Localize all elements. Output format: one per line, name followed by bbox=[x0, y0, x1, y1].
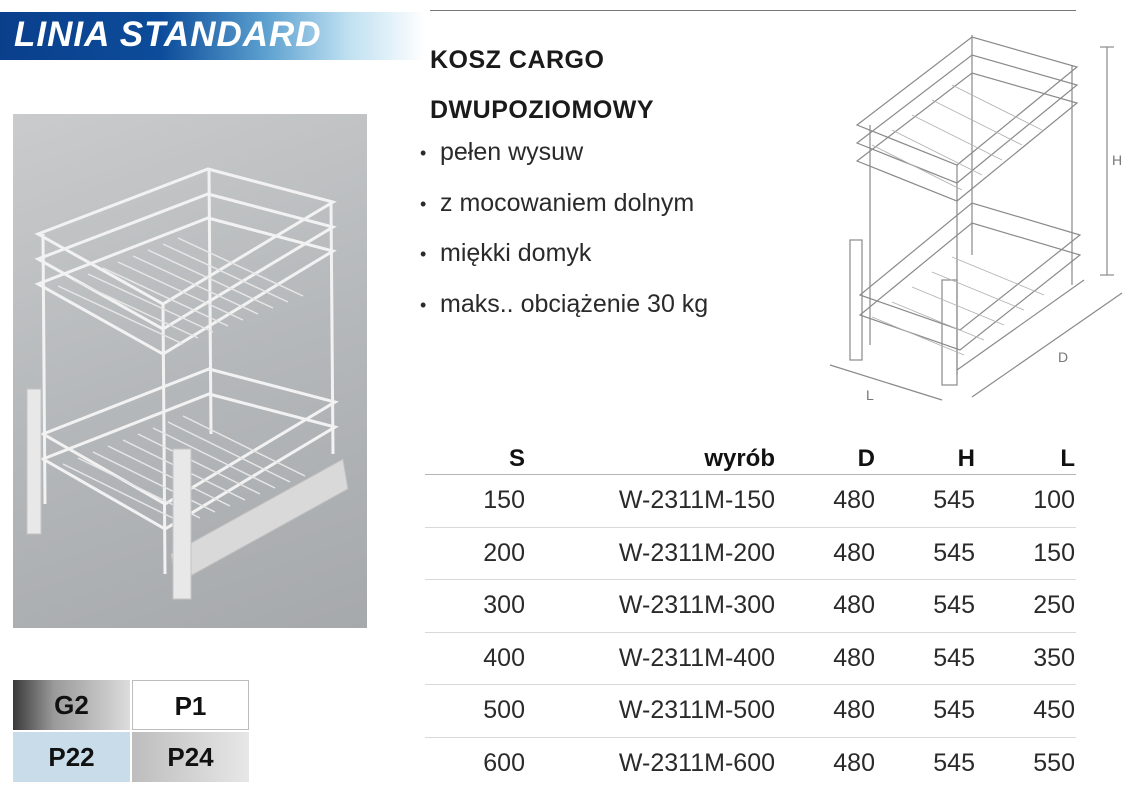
cell-h: 545 bbox=[933, 486, 975, 514]
product-title-line2: DWUPOZIOMOWY bbox=[430, 96, 655, 124]
cell-d: 480 bbox=[833, 696, 875, 724]
cargo-basket-illustration bbox=[13, 114, 367, 628]
top-divider bbox=[430, 10, 1076, 11]
cell-l: 350 bbox=[1033, 643, 1075, 672]
cell-s: 500 bbox=[483, 696, 525, 724]
feature-text: miękki domyk bbox=[440, 239, 592, 267]
bullet-icon: • bbox=[420, 193, 427, 214]
cell-s: 300 bbox=[483, 591, 525, 619]
cell-product-code: W-2311M-150 bbox=[618, 486, 775, 514]
cell-s: 150 bbox=[483, 486, 525, 514]
cell-product-code: W-2311M-600 bbox=[618, 748, 775, 777]
spec-table bbox=[425, 437, 1076, 789]
finish-options bbox=[13, 680, 249, 782]
cell-h: 545 bbox=[933, 696, 975, 724]
cell-d: 480 bbox=[833, 486, 875, 514]
feature-item bbox=[420, 231, 708, 282]
product-title bbox=[430, 35, 654, 135]
cell-l: 250 bbox=[1033, 591, 1075, 619]
cell-product-code: W-2311M-400 bbox=[618, 643, 775, 672]
column-header-product: wyrób bbox=[704, 445, 775, 472]
column-header-s: S bbox=[508, 445, 525, 472]
cell-h: 545 bbox=[933, 748, 975, 777]
finish-swatch-p1: P1 bbox=[132, 680, 249, 730]
feature-text: maks.. obciążenie 30 kg bbox=[440, 289, 709, 318]
column-header-h: H bbox=[957, 445, 975, 472]
feature-list bbox=[420, 130, 708, 332]
brand-banner bbox=[0, 12, 425, 60]
brand-title: LINIA STANDARD bbox=[14, 15, 322, 54]
feature-item bbox=[420, 130, 708, 181]
cell-l: 100 bbox=[1033, 486, 1075, 514]
dimension-diagram bbox=[822, 25, 1132, 415]
feature-item bbox=[420, 181, 708, 232]
cell-s: 400 bbox=[483, 643, 525, 672]
cell-s: 600 bbox=[483, 748, 525, 777]
cell-d: 480 bbox=[833, 538, 875, 567]
cell-l: 550 bbox=[1033, 748, 1075, 777]
cell-d: 480 bbox=[833, 643, 875, 672]
cell-d: 480 bbox=[833, 591, 875, 619]
cell-l: 450 bbox=[1033, 696, 1075, 724]
dimension-label-h: H bbox=[1112, 152, 1123, 168]
table-header-row bbox=[425, 437, 1076, 475]
cell-h: 545 bbox=[933, 591, 975, 619]
product-title-line1: KOSZ CARGO bbox=[430, 46, 605, 74]
cell-h: 545 bbox=[933, 538, 975, 567]
finish-swatch-p22: P22 bbox=[13, 732, 130, 782]
cell-l: 150 bbox=[1033, 538, 1075, 567]
feature-text: z mocowaniem dolnym bbox=[440, 188, 695, 217]
feature-text: pełen wysuw bbox=[440, 138, 584, 166]
bullet-icon: • bbox=[420, 143, 427, 164]
table-row bbox=[425, 580, 1076, 633]
finish-swatch-p24: P24 bbox=[132, 732, 249, 782]
table-row bbox=[425, 685, 1076, 738]
column-header-d: D bbox=[857, 445, 875, 472]
feature-item bbox=[420, 282, 708, 333]
product-photo bbox=[13, 114, 367, 628]
dimension-label-l: L bbox=[866, 387, 874, 403]
cell-product-code: W-2311M-500 bbox=[618, 696, 775, 724]
cell-product-code: W-2311M-200 bbox=[618, 538, 775, 567]
cell-h: 545 bbox=[933, 643, 975, 672]
dimension-label-d: D bbox=[1058, 349, 1069, 365]
cell-product-code: W-2311M-300 bbox=[618, 591, 775, 619]
table-row bbox=[425, 633, 1076, 686]
bullet-icon: • bbox=[420, 294, 427, 315]
table-row bbox=[425, 738, 1076, 790]
table-row bbox=[425, 475, 1076, 528]
column-header-l: L bbox=[1060, 445, 1075, 472]
cell-s: 200 bbox=[483, 538, 525, 567]
bullet-icon: • bbox=[420, 244, 427, 265]
finish-swatch-g2: G2 bbox=[13, 680, 130, 730]
cell-d: 480 bbox=[833, 748, 875, 777]
table-row bbox=[425, 528, 1076, 581]
